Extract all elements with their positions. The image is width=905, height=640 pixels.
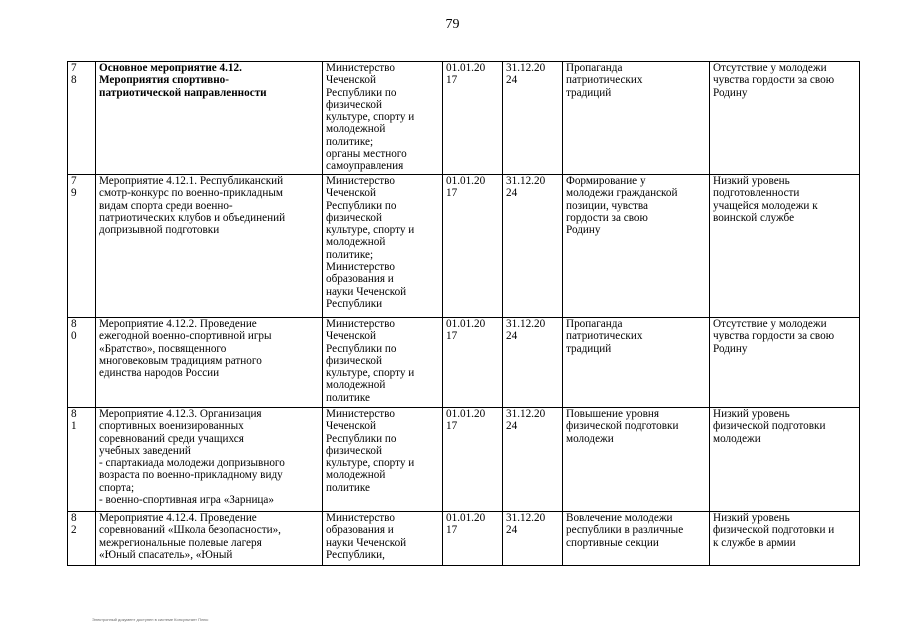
result-cell: Вовлечение молодежи республики в различные спортивные секции: [563, 512, 710, 566]
table-row: [68, 62, 860, 175]
end-date-cell: 31.12.20 24: [503, 175, 563, 318]
result-cell: Повышение уровня физической подготовки молодежи: [563, 408, 710, 512]
start-date-cell: 01.01.20 17: [443, 512, 503, 566]
start-date-cell: 01.01.20 17: [443, 62, 503, 175]
end-date-cell: 31.12.20 24: [503, 62, 563, 175]
consequence-cell: Отсутствие у молодежи чувства гордости за свою Родину: [710, 62, 860, 175]
executor-cell: Министерство Чеченской Республики по физической культуре, спорту и молодежной политике: [323, 408, 443, 512]
event-cell: Основное мероприятие 4.12. Мероприятия спортивно- патриотической направленности: [96, 62, 323, 175]
table-row: [68, 175, 860, 318]
event-cell: Мероприятие 4.12.4. Проведение соревнований «Школа безопасности», межрегиональные полевые лагеря «Юный спасатель», «Юный: [96, 512, 323, 566]
consequence-cell: Низкий уровень физической подготовки и к службе в армии: [710, 512, 860, 566]
start-date-cell: 01.01.20 17: [443, 318, 503, 408]
row-number-cell: 8 0: [68, 318, 96, 408]
table-row: [68, 408, 860, 512]
table-row: [68, 512, 860, 566]
row-number-cell: 7 9: [68, 175, 96, 318]
result-cell: Формирование у молодежи гражданской позиции, чувства гордости за свою Родину: [563, 175, 710, 318]
end-date-cell: 31.12.20 24: [503, 408, 563, 512]
executor-cell: Министерство Чеченской Республики по физической культуре, спорту и молодежной политике: [323, 318, 443, 408]
row-number-cell: 8 1: [68, 408, 96, 512]
executor-cell: Министерство Чеченской Республики по физической культуре, спорту и молодежной политике; органы местного самоуправления: [323, 62, 443, 175]
program-events-table: [67, 61, 860, 566]
row-number-cell: 8 2: [68, 512, 96, 566]
footer-note: Электронный документ доступен в системе Консультант Плюс: [92, 617, 209, 622]
event-cell: Мероприятие 4.12.1. Республиканский смотр-конкурс по военно-прикладным видам спорта среди военно- патриотических клубов и объединений допризывной подготовки: [96, 175, 323, 318]
event-cell: Мероприятие 4.12.2. Проведение ежегодной военно-спортивной игры «Братство», посвященного многовековым традициям ратного единства народов России: [96, 318, 323, 408]
executor-cell: Министерство образования и науки Чеченской Республики,: [323, 512, 443, 566]
start-date-cell: 01.01.20 17: [443, 175, 503, 318]
consequence-cell: Отсутствие у молодежи чувства гордости за свою Родину: [710, 318, 860, 408]
end-date-cell: 31.12.20 24: [503, 512, 563, 566]
event-cell: Мероприятие 4.12.3. Организация спортивных военизированных соревнований среди учащихся учебных заведений - спартакиада молодежи допризывного возраста по военно-прикладному виду спорта; - военно-спортивная игра «Зарница»: [96, 408, 323, 512]
result-cell: Пропаганда патриотических традиций: [563, 62, 710, 175]
end-date-cell: 31.12.20 24: [503, 318, 563, 408]
page-number: 79: [445, 17, 460, 32]
table-body: [68, 62, 860, 566]
row-number-cell: 7 8: [68, 62, 96, 175]
start-date-cell: 01.01.20 17: [443, 408, 503, 512]
table-row: [68, 318, 860, 408]
consequence-cell: Низкий уровень подготовленности учащейся молодежи к воинской службе: [710, 175, 860, 318]
result-cell: Пропаганда патриотических традиций: [563, 318, 710, 408]
executor-cell: Министерство Чеченской Республики по физической культуре, спорту и молодежной политике; Министерство образования и науки Чеченской Республики: [323, 175, 443, 318]
consequence-cell: Низкий уровень физической подготовки молодежи: [710, 408, 860, 512]
